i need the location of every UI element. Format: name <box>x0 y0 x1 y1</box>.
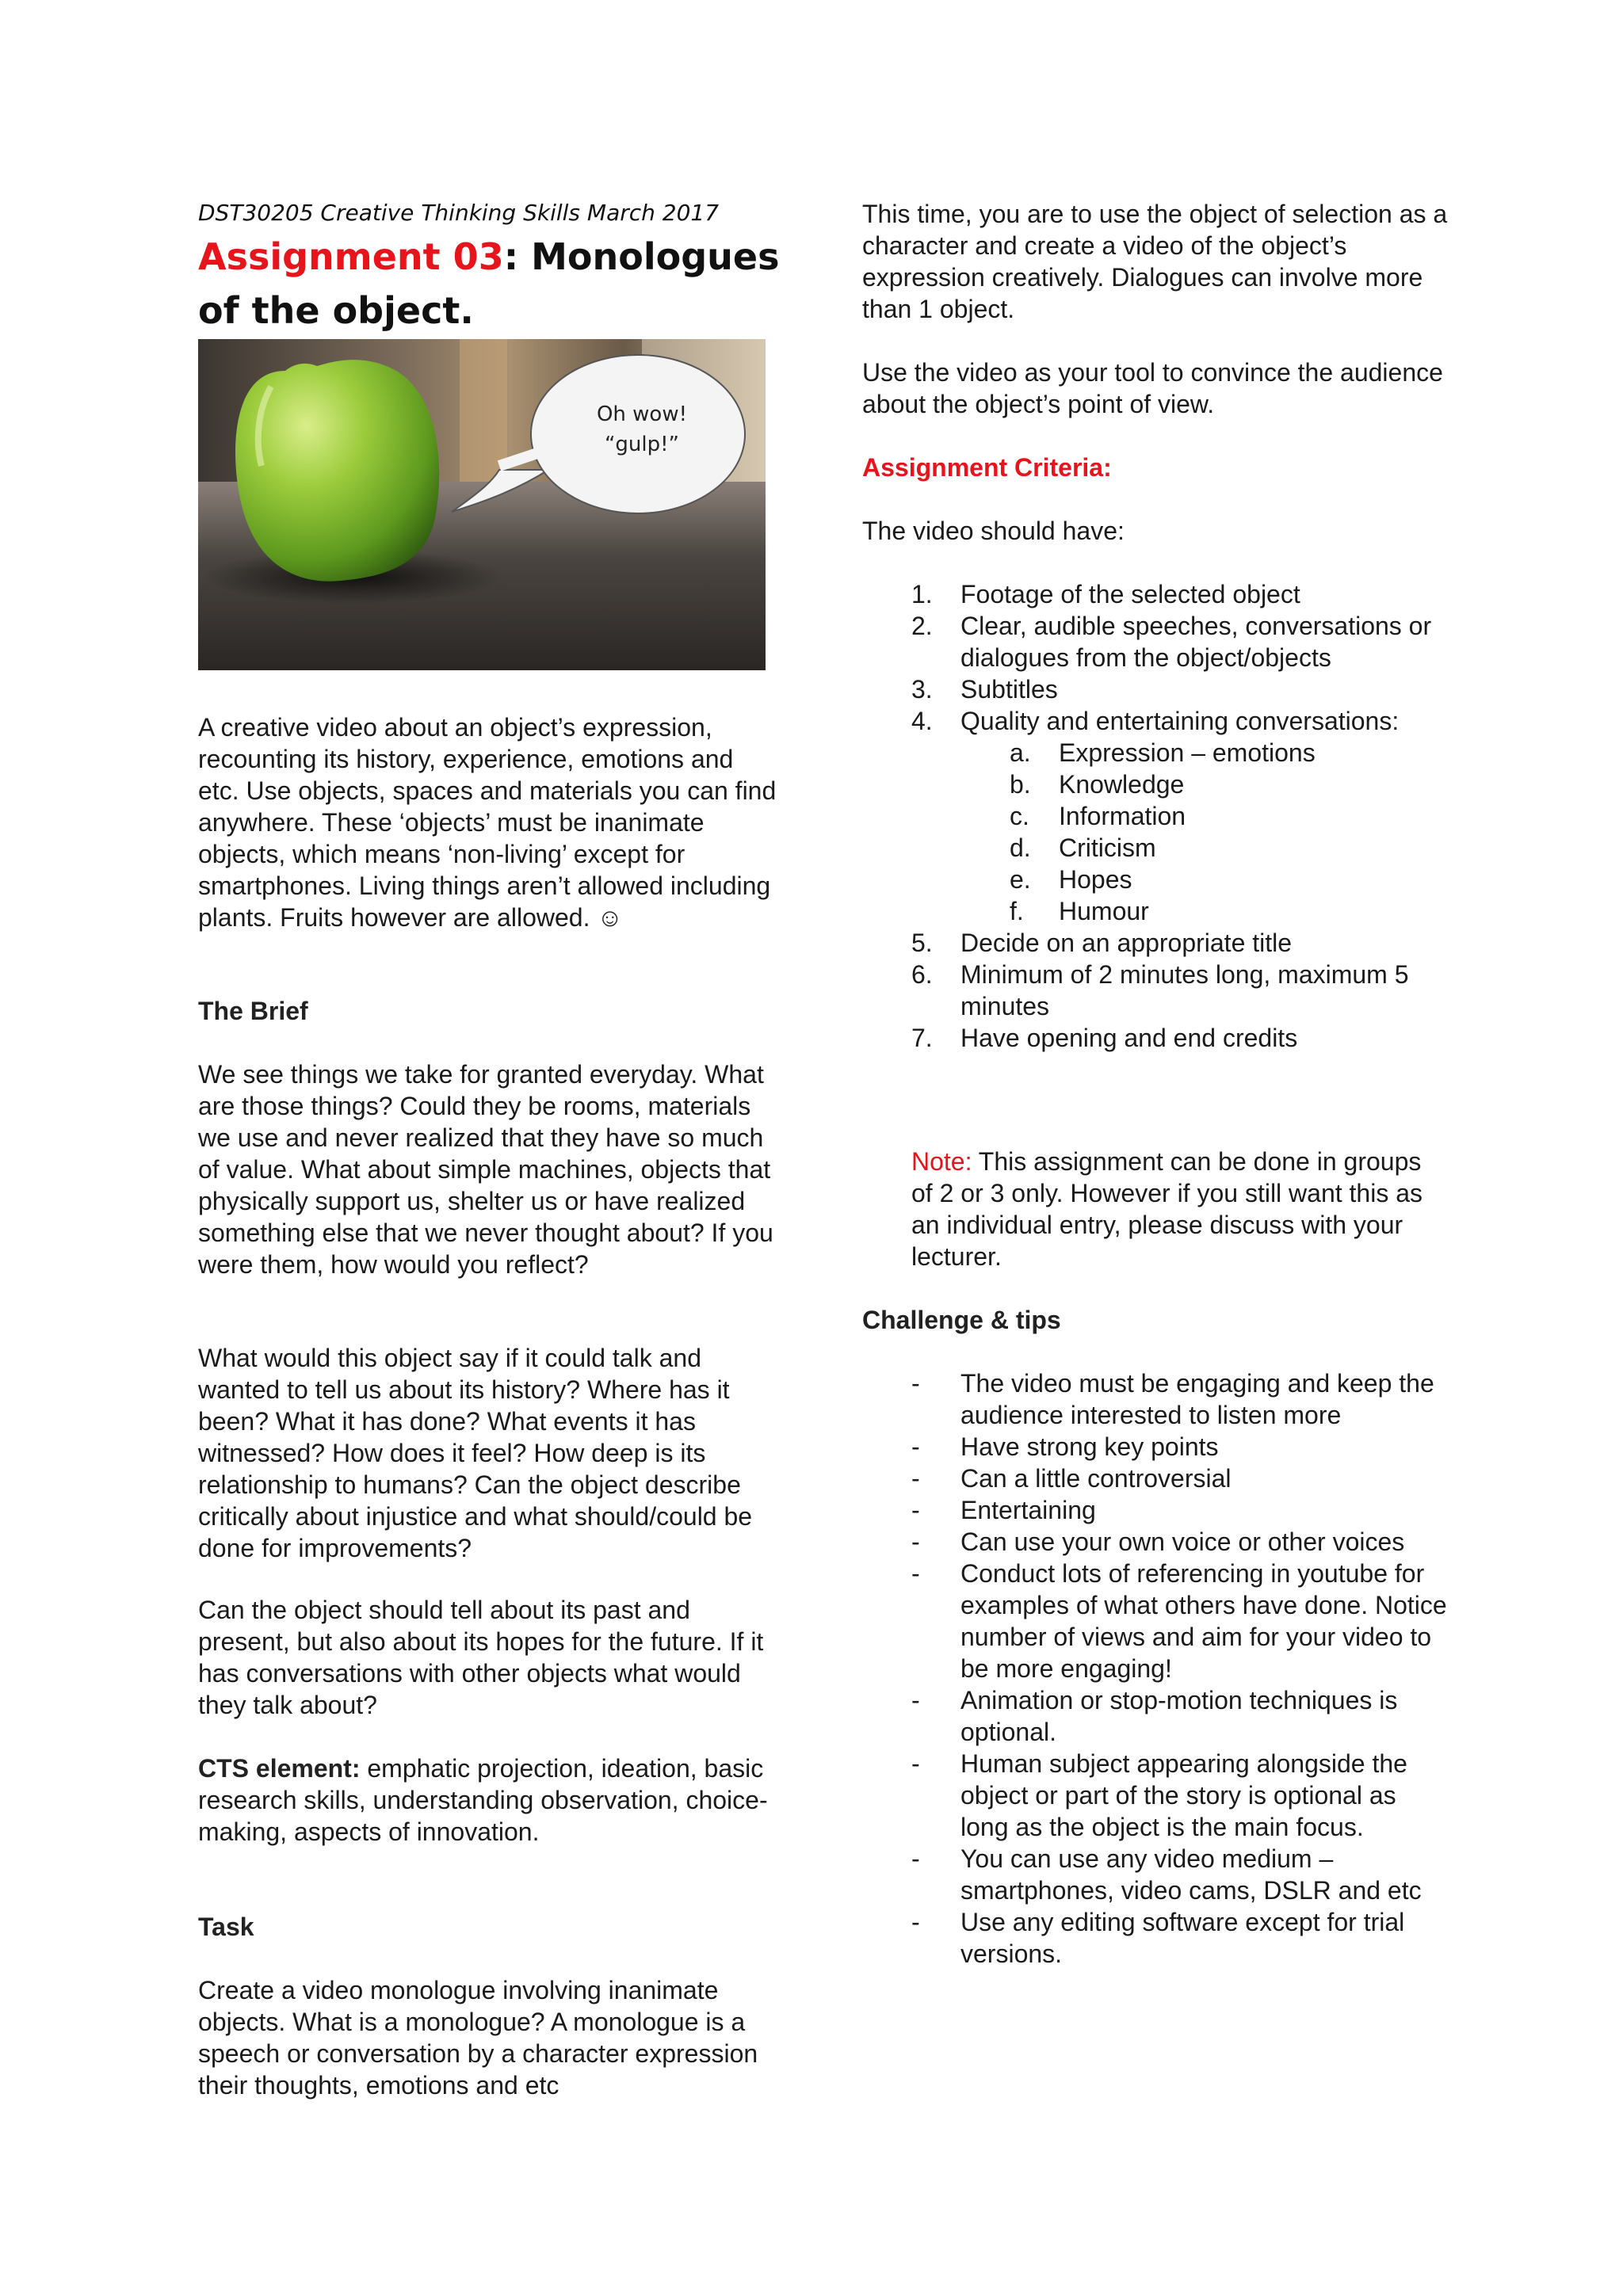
criteria-number: 3. <box>911 675 933 704</box>
task-heading: Task <box>198 1913 254 1941</box>
speech-bubble-line-2: “gulp!” <box>604 433 680 456</box>
tip-item <box>911 1463 1449 1494</box>
sub-criteria-letter: b. <box>1010 770 1031 799</box>
criteria-text: Clear, audible speeches, conversations or dialogues from the object/objects <box>960 612 1432 672</box>
criteria-item <box>911 610 1449 673</box>
tip-item <box>911 1526 1449 1558</box>
criteria-text: Decide on an appropriate title <box>960 929 1293 957</box>
sub-criteria-letter: e. <box>1010 865 1031 894</box>
task-paragraph: Create a video monologue involving inanimate objects. What is a monologue? A monologue is a speech or conversation by a character expression their thoughts, emotions and etc <box>198 1976 758 2100</box>
note-label: Note: <box>911 1147 972 1176</box>
tip-dash: - <box>911 1464 920 1493</box>
speech-bubble <box>547 399 737 460</box>
criteria-text: Subtitles <box>960 675 1058 704</box>
sub-criteria-text: Expression – emotions <box>1059 738 1316 767</box>
tip-dash: - <box>911 1496 920 1524</box>
tip-text: Can use your own voice or other voices <box>960 1527 1405 1556</box>
tip-text: Conduct lots of referencing in youtube for examples of what others have done. Notice number of views and aim for your video to be more engaging! <box>960 1559 1447 1683</box>
right-paragraph-1: This time, you are to use the object of selection as a character and create a video of the object’s expression creatively. Dialogues can involve more than 1 object. <box>862 200 1448 323</box>
speech-bubble-line-1: Oh wow! <box>596 402 688 426</box>
tip-text: You can use any video medium – smartphones, video cams, DSLR and etc <box>960 1844 1422 1905</box>
brief-paragraph-1: We see things we take for granted everyday. What are those things? Could they be rooms, materials we use and never realized that they have so much of value. What about simple machines, objects that physically support us, shelter us or have realized something else that we never thought about? If you were them, how would you reflect? <box>198 1060 773 1279</box>
tip-text: Have strong key points <box>960 1432 1219 1461</box>
tip-item <box>911 1906 1449 1970</box>
criteria-number: 1. <box>911 580 933 608</box>
intro-paragraph: A creative video about an object’s expression, recounting its history, experience, emotions and etc. Use objects, spaces and materials you can find anywhere. These ‘objects’ must be inanimate objects, which means ‘non-living’ except for smartphones. Living things aren’t allowed including plants. Fruits however are allowed. ☺ <box>198 713 777 932</box>
tip-text: Animation or stop-motion techniques is optional. <box>960 1686 1398 1746</box>
criteria-item <box>911 959 1449 1022</box>
brief-heading: The Brief <box>198 997 308 1025</box>
tip-item <box>911 1684 1449 1748</box>
challenge-tips-heading: Challenge & tips <box>862 1306 1061 1334</box>
sub-criteria-text: Humour <box>1059 897 1149 925</box>
sub-criteria-letter: a. <box>1010 738 1031 767</box>
criteria-number: 5. <box>911 929 933 957</box>
criteria-heading: Assignment Criteria: <box>862 453 1112 482</box>
tip-item <box>911 1494 1449 1526</box>
criteria-item <box>911 673 1449 705</box>
conversation-qualities-list <box>960 737 1449 927</box>
tip-dash: - <box>911 1369 920 1398</box>
tip-item <box>911 1843 1449 1906</box>
sub-criteria-text: Information <box>1059 802 1186 830</box>
tip-text: Human subject appearing alongside the object or part of the story is optional as long as the object is the main focus. <box>960 1749 1407 1841</box>
tip-item <box>911 1558 1449 1684</box>
tip-text: The video must be engaging and keep the audience interested to listen more <box>960 1369 1434 1429</box>
sub-criteria-item <box>1010 895 1449 927</box>
brief-paragraph-2: What would this object say if it could talk and wanted to tell us about its history? Where has it been? What it has done? What events it has witnessed? How does it feel? How deep is its relationship to humans? Can the object describe critically about injustice and what should/could be done for improvements? <box>198 1344 753 1562</box>
criteria-number: 6. <box>911 960 933 989</box>
criteria-text: Footage of the selected object <box>960 580 1300 608</box>
tip-dash: - <box>911 1908 920 1936</box>
sub-criteria-text: Hopes <box>1059 865 1132 894</box>
cts-label: CTS element: <box>198 1754 361 1783</box>
assignment-number: Assignment 03 <box>198 235 504 278</box>
tip-item <box>911 1431 1449 1463</box>
criteria-item <box>911 578 1449 610</box>
criteria-item <box>911 927 1449 959</box>
cts-element-paragraph <box>198 1753 777 1848</box>
right-paragraph-2: Use the video as your tool to convince the audience about the object’s point of view. <box>862 358 1443 418</box>
sub-criteria-letter: c. <box>1010 802 1029 830</box>
sub-criteria-item <box>1010 864 1449 895</box>
criteria-number: 4. <box>911 707 933 735</box>
tip-dash: - <box>911 1844 920 1873</box>
sub-criteria-item <box>1010 832 1449 864</box>
criteria-item <box>911 1022 1449 1054</box>
tips-list <box>911 1367 1449 1970</box>
apple-illustration <box>198 339 766 670</box>
tip-dash: - <box>911 1686 920 1714</box>
tip-dash: - <box>911 1559 920 1588</box>
tip-text: Entertaining <box>960 1496 1096 1524</box>
sub-criteria-item <box>1010 769 1449 800</box>
tip-dash: - <box>911 1432 920 1461</box>
cts-text: emphatic projection, ideation, basic research skills, understanding observation, choice-making, aspects of innovation. <box>198 1754 768 1846</box>
criteria-item <box>911 705 1449 927</box>
course-line: DST30205 Creative Thinking Skills March 2017 <box>198 200 720 226</box>
sub-criteria-text: Criticism <box>1059 833 1156 862</box>
tip-text: Can a little controversial <box>960 1464 1232 1493</box>
document-title <box>198 230 785 338</box>
sub-criteria-letter: d. <box>1010 833 1031 862</box>
tip-text: Use any editing software except for trial versions. <box>960 1908 1405 1968</box>
criteria-text: Minimum of 2 minutes long, maximum 5 minutes <box>960 960 1409 1020</box>
assignment-title: : Monologues of the object. <box>198 235 780 332</box>
note-text: This assignment can be done in groups of 2 or 3 only. However if you still want this as an individual entry, please discuss with your lecturer. <box>911 1147 1423 1271</box>
criteria-number: 7. <box>911 1024 933 1052</box>
criteria-number: 2. <box>911 612 933 640</box>
criteria-text: Quality and entertaining conversations: <box>960 707 1400 735</box>
tip-item <box>911 1367 1449 1431</box>
green-apple-photo <box>198 339 766 670</box>
sub-criteria-item <box>1010 737 1449 769</box>
note-paragraph <box>911 1146 1449 1272</box>
tip-dash: - <box>911 1527 920 1556</box>
criteria-list <box>911 578 1449 1054</box>
criteria-text: Have opening and end credits <box>960 1024 1298 1052</box>
tip-dash: - <box>911 1749 920 1778</box>
brief-paragraph-3: Can the object should tell about its past and present, but also about its hopes for the future. If it has conversations with other objects what would they talk about? <box>198 1596 764 1719</box>
criteria-intro: The video should have: <box>862 517 1125 545</box>
sub-criteria-item <box>1010 800 1449 832</box>
sub-criteria-text: Knowledge <box>1059 770 1185 799</box>
tip-item <box>911 1748 1449 1843</box>
sub-criteria-letter: f. <box>1010 897 1024 925</box>
